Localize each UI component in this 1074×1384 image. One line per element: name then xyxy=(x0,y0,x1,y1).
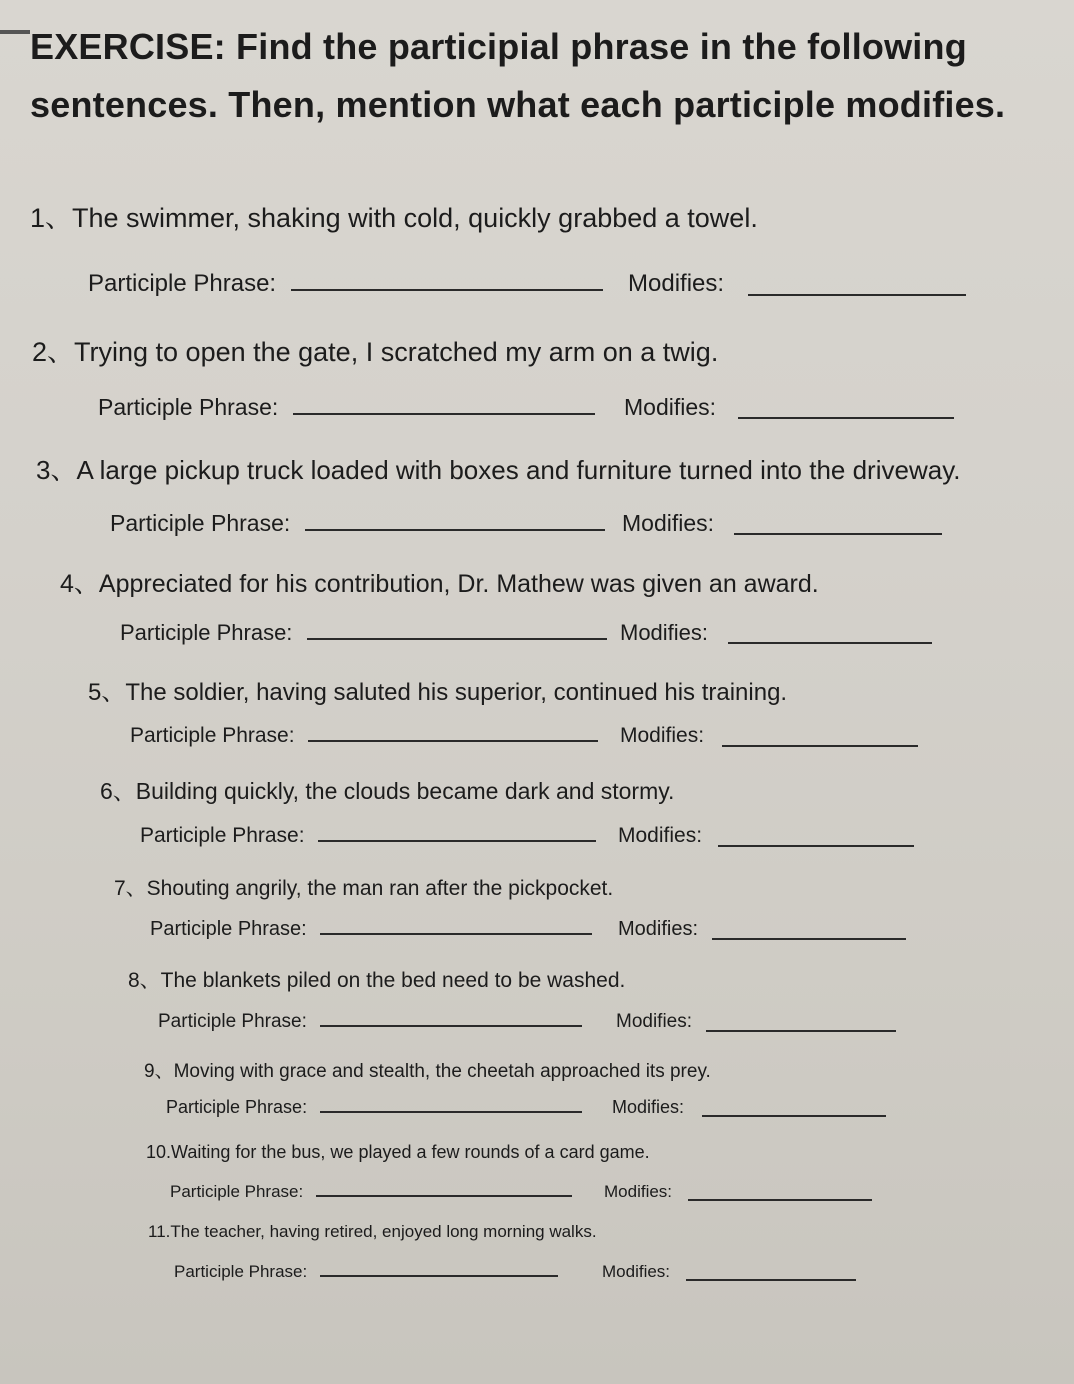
participle-phrase-label: Participle Phrase: xyxy=(98,394,279,420)
participle-phrase-label: Participle Phrase: xyxy=(120,620,293,645)
modifies-label: Modifies: xyxy=(602,1262,671,1281)
modifies-blank[interactable] xyxy=(718,845,914,847)
sentence-4: 4、Appreciated for his contribution, Dr. Mathew was given an award. xyxy=(60,570,819,598)
modifies-label: Modifies: xyxy=(616,1011,693,1032)
sentence-8: 8、The blankets piled on the bed need to be washed. xyxy=(128,969,626,992)
modifies-blank[interactable] xyxy=(702,1115,886,1117)
exercise-item-10 xyxy=(146,1142,650,1163)
answer-row-5 xyxy=(130,724,970,748)
modifies-label: Modifies: xyxy=(604,1182,673,1201)
exercise-item-5 xyxy=(88,672,787,707)
participle-phrase-label: Participle Phrase: xyxy=(110,510,291,536)
participle-phrase-blank[interactable] xyxy=(320,1111,582,1113)
sentence-9: 9、Moving with grace and stealth, the cheetah approached its prey. xyxy=(144,1061,711,1082)
modifies-label: Modifies: xyxy=(618,918,699,940)
participle-phrase-label: Participle Phrase: xyxy=(158,1011,307,1032)
participle-phrase-label: Participle Phrase: xyxy=(170,1182,304,1201)
participle-phrase-label: Participle Phrase: xyxy=(174,1262,308,1281)
sentence-10: 10.Waiting for the bus, we played a few rounds of a card game. xyxy=(146,1142,650,1162)
modifies-blank[interactable] xyxy=(706,1030,896,1032)
answer-row-4 xyxy=(120,620,970,646)
modifies-blank[interactable] xyxy=(712,938,906,940)
participle-phrase-blank[interactable] xyxy=(308,740,598,742)
participle-phrase-label: Participle Phrase: xyxy=(166,1097,308,1117)
sentence-11: 11.The teacher, having retired, enjoyed long morning walks. xyxy=(148,1222,597,1241)
modifies-label: Modifies: xyxy=(620,620,709,645)
exercise-item-1 xyxy=(30,196,758,235)
exercise-item-6 xyxy=(100,773,674,806)
exercise-item-7 xyxy=(114,872,613,902)
exercise-item-8 xyxy=(128,964,625,994)
modifies-label: Modifies: xyxy=(624,394,717,420)
answer-row-2 xyxy=(98,394,978,421)
modifies-label: Modifies: xyxy=(628,270,725,297)
sentence-5: 5、The soldier, having saluted his superior, continued his training. xyxy=(88,679,788,706)
answer-row-1 xyxy=(88,270,988,298)
exercise-item-2 xyxy=(32,330,718,369)
margin-dash xyxy=(0,30,30,34)
participle-phrase-label: Participle Phrase: xyxy=(88,270,277,297)
participle-phrase-blank[interactable] xyxy=(318,840,596,842)
modifies-blank[interactable] xyxy=(728,642,932,644)
answer-row-7 xyxy=(150,918,950,941)
modifies-blank[interactable] xyxy=(722,745,918,747)
participle-phrase-label: Participle Phrase: xyxy=(150,918,307,940)
participle-phrase-blank[interactable] xyxy=(320,933,592,935)
modifies-label: Modifies: xyxy=(620,724,705,747)
participle-phrase-blank[interactable] xyxy=(293,413,595,415)
participle-phrase-blank[interactable] xyxy=(316,1195,572,1197)
participle-phrase-blank[interactable] xyxy=(291,289,603,291)
sentence-2: 2、Trying to open the gate, I scratched my arm on a twig. xyxy=(32,337,719,367)
modifies-blank[interactable] xyxy=(686,1279,856,1281)
participle-phrase-blank[interactable] xyxy=(305,529,605,531)
sentence-6: 6、Building quickly, the clouds became dark and stormy. xyxy=(100,778,675,804)
participle-phrase-blank[interactable] xyxy=(320,1275,558,1277)
participle-phrase-label: Participle Phrase: xyxy=(130,724,295,747)
exercise-item-4 xyxy=(60,564,819,600)
participle-phrase-label: Participle Phrase: xyxy=(140,824,305,847)
exercise-item-3 xyxy=(36,450,961,487)
participle-phrase-blank[interactable] xyxy=(320,1025,582,1027)
answer-row-11 xyxy=(174,1262,924,1282)
sentence-1: 1、The swimmer, shaking with cold, quickly grabbed a towel. xyxy=(30,203,758,233)
answer-row-8 xyxy=(158,1011,948,1033)
modifies-label: Modifies: xyxy=(612,1097,685,1117)
answer-row-10 xyxy=(170,1182,930,1202)
sentence-3: 3、A large pickup truck loaded with boxes and furniture turned into the driveway. xyxy=(36,455,961,485)
answer-row-6 xyxy=(140,824,960,848)
exercise-item-9 xyxy=(144,1056,711,1083)
exercise-item-11 xyxy=(148,1222,597,1242)
exercise-title: EXERCISE: Find the participial phrase in the following sentences. Then, mention what each participle modifies. xyxy=(30,26,1006,125)
modifies-label: Modifies: xyxy=(622,510,715,536)
modifies-blank[interactable] xyxy=(738,417,954,419)
sentence-7: 7、Shouting angrily, the man ran after the pickpocket. xyxy=(114,877,614,900)
modifies-blank[interactable] xyxy=(734,533,942,535)
participle-phrase-blank[interactable] xyxy=(307,638,607,640)
modifies-label: Modifies: xyxy=(618,824,703,847)
answer-row-9 xyxy=(166,1097,936,1118)
answer-row-3 xyxy=(110,510,970,537)
modifies-blank[interactable] xyxy=(748,294,966,296)
modifies-blank[interactable] xyxy=(688,1199,872,1201)
